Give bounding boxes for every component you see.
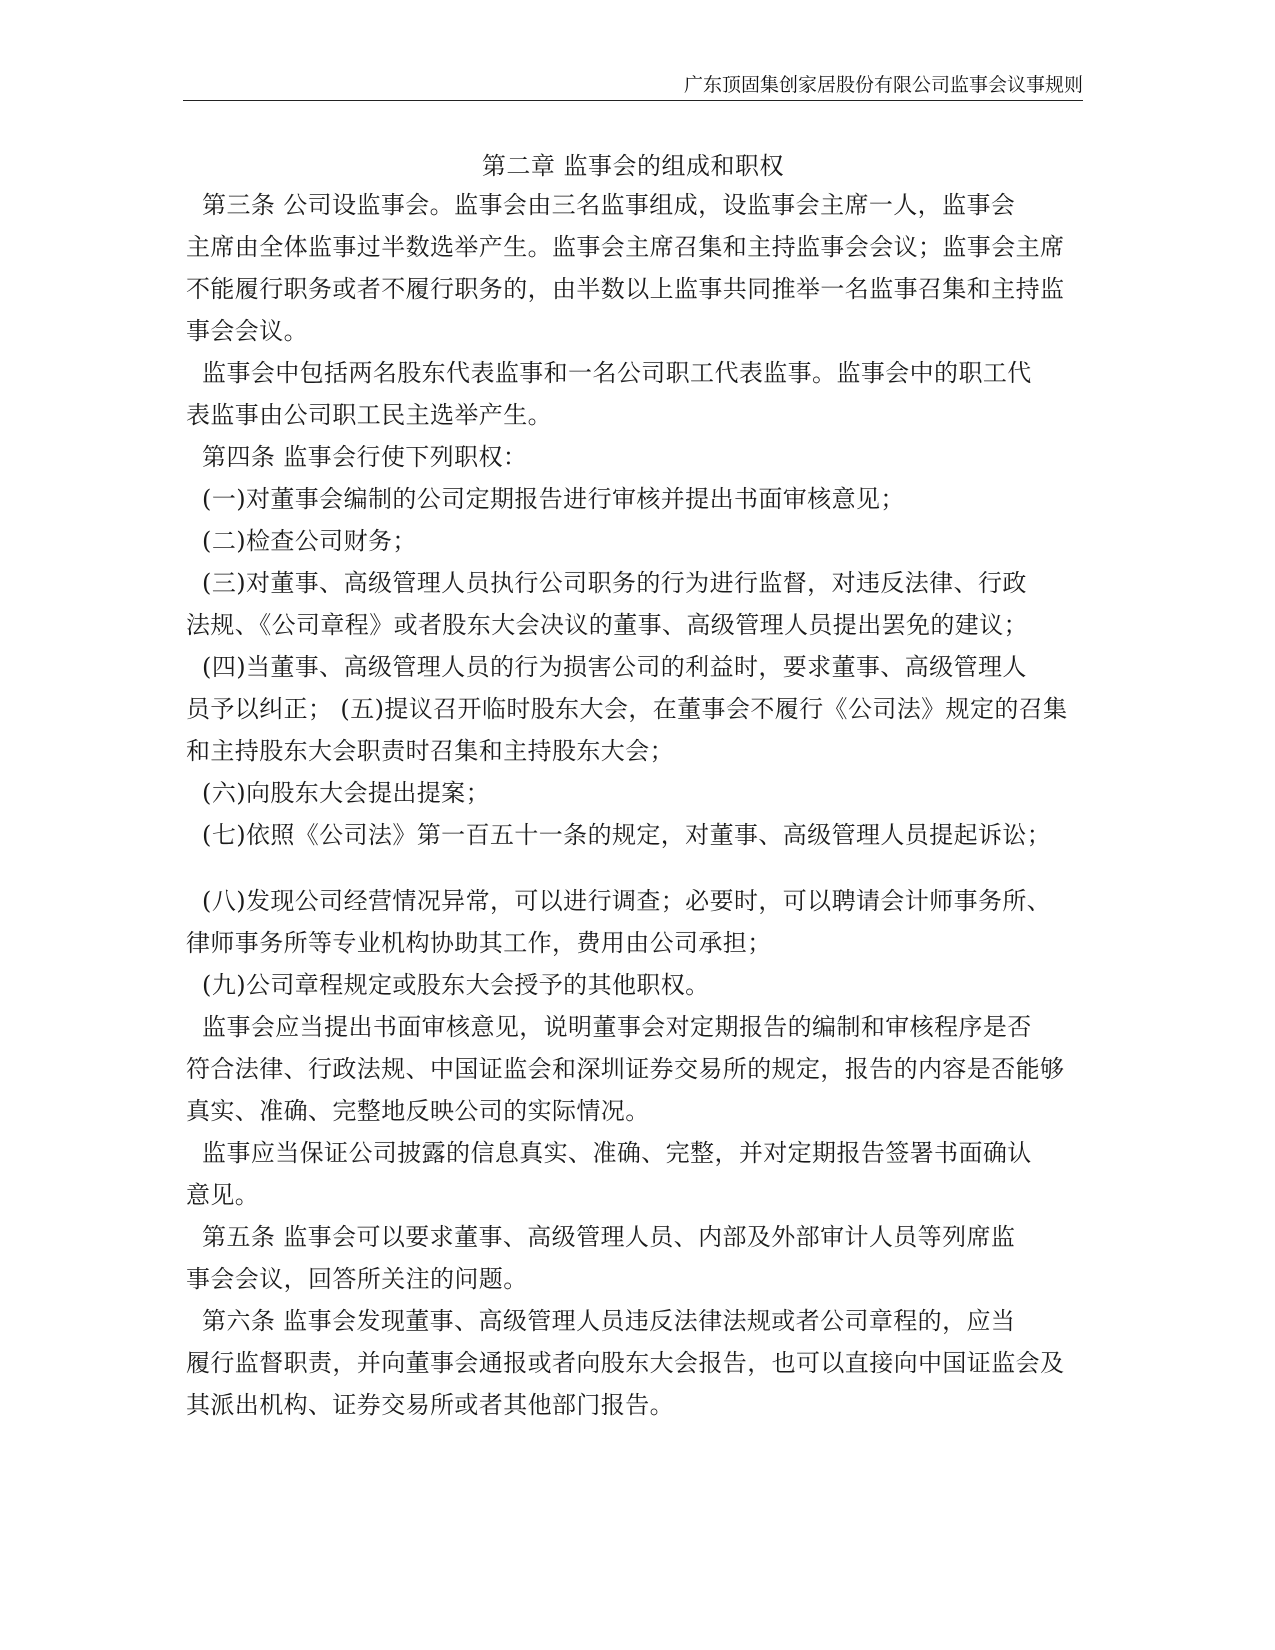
text-line: (八)发现公司经营情况异常，可以进行调查；必要时，可以聘请会计师事务所、 bbox=[186, 887, 1052, 915]
text-line: (四)当董事、高级管理人员的行为损害公司的利益时，要求董事、高级管理人 bbox=[186, 653, 1027, 681]
text-line: 不能履行职务或者不履行职务的，由半数以上监事共同推举一名监事召集和主持监 bbox=[186, 275, 1065, 303]
text-line: 监事会中包括两名股东代表监事和一名公司职工代表监事。监事会中的职工代 bbox=[186, 359, 1032, 387]
text-line: (六)向股东大会提出提案； bbox=[186, 779, 490, 807]
text-line: 其派出机构、证券交易所或者其他部门报告。 bbox=[186, 1391, 674, 1419]
text-line: (三)对董事、高级管理人员执行公司职务的行为进行监督，对违反法律、行政 bbox=[186, 569, 1027, 597]
text-line: 第三条 公司设监事会。监事会由三名监事组成，设监事会主席一人，监事会 bbox=[186, 191, 1016, 219]
document-header bbox=[183, 74, 1083, 101]
text-line: 监事会应当提出书面审核意见，说明董事会对定期报告的编制和审核程序是否 bbox=[186, 1013, 1032, 1041]
text-line: 符合法律、行政法规、中国证监会和深圳证券交易所的规定，报告的内容是否能够 bbox=[186, 1055, 1065, 1083]
text-line: (一)对董事会编制的公司定期报告进行审核并提出书面审核意见； bbox=[186, 485, 905, 513]
text-line: 第六条 监事会发现董事、高级管理人员违反法律法规或者公司章程的，应当 bbox=[186, 1307, 1016, 1335]
text-line: 和主持股东大会职责时召集和主持股东大会； bbox=[186, 737, 674, 765]
text-line: 法规、《公司章程》或者股东大会决议的董事、高级管理人员提出罢免的建议； bbox=[186, 611, 1028, 639]
text-line: 员予以纠正； (五)提议召开临时股东大会，在董事会不履行《公司法》规定的召集 bbox=[186, 695, 1068, 723]
text-line: 第五条 监事会可以要求董事、高级管理人员、内部及外部审计人员等列席监 bbox=[186, 1223, 1016, 1251]
text-line: 真实、准确、完整地反映公司的实际情况。 bbox=[186, 1097, 650, 1125]
text-line: 事会会议。 bbox=[186, 317, 308, 345]
text-line: 主席由全体监事过半数选举产生。监事会主席召集和主持监事会会议；监事会主席 bbox=[186, 233, 1065, 261]
text-line: (九)公司章程规定或股东大会授予的其他职权。 bbox=[186, 971, 710, 999]
text-line: (二)检查公司财务； bbox=[186, 527, 417, 555]
text-line: 律师事务所等专业机构协助其工作，费用由公司承担； bbox=[186, 929, 772, 957]
header-title: 广东顶固集创家居股份有限公司监事会议事规则 bbox=[683, 74, 1083, 96]
text-line: 履行监督职责，并向董事会通报或者向股东大会报告，也可以直接向中国证监会及 bbox=[186, 1349, 1065, 1377]
text-line: 意见。 bbox=[186, 1181, 260, 1209]
text-line: 监事应当保证公司披露的信息真实、准确、完整，并对定期报告签署书面确认 bbox=[186, 1139, 1032, 1167]
text-line: 第四条 监事会行使下列职权： bbox=[186, 443, 528, 471]
chapter-title: 第二章 监事会的组成和职权 bbox=[481, 152, 785, 180]
text-line: (七)依照《公司法》第一百五十一条的规定，对董事、高级管理人员提起诉讼； bbox=[186, 821, 1052, 849]
text-line: 事会会议，回答所关注的问题。 bbox=[186, 1265, 528, 1293]
text-line: 表监事由公司职工民主选举产生。 bbox=[186, 401, 552, 429]
